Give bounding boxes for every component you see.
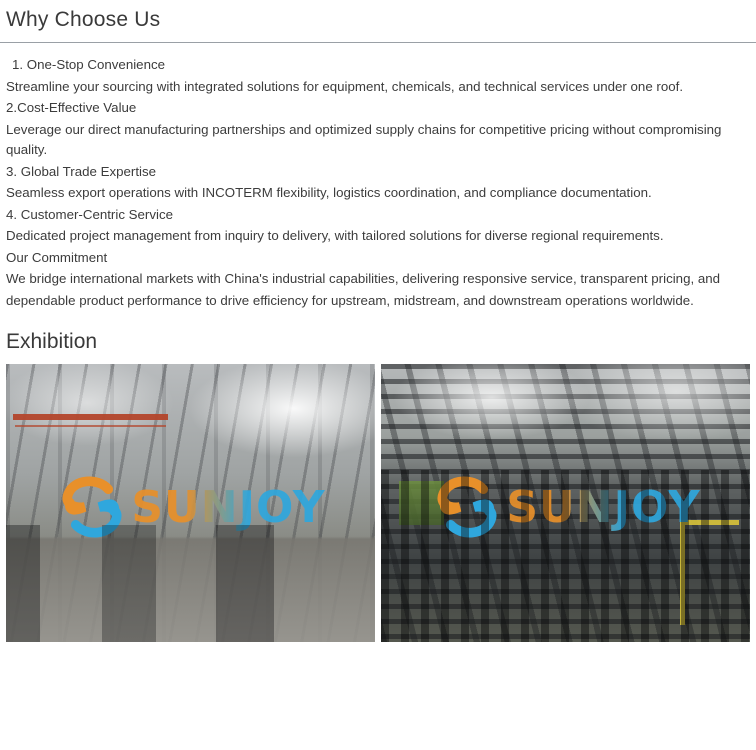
benefit-heading-2: 2.Cost-Effective Value xyxy=(6,100,137,115)
benefit-body-2: Leverage our direct manufacturing partnerships and optimized supply chains for competitive pricing without compromising quality. xyxy=(6,121,722,157)
exhibition-photo-1[interactable] xyxy=(6,364,375,642)
yellow-safety-rail xyxy=(680,520,739,626)
commitment-heading: Our Commitment xyxy=(6,249,108,265)
commitment-body: We bridge international markets with China's industrial capabilities, delivering responsive service, transparent pricing, and xyxy=(6,271,721,286)
benefit-body-1: Streamline your sourcing with integrated solutions for equipment, chemicals, and technical services under one roof. xyxy=(6,78,684,94)
benefit-heading-1: 1. One-Stop Convenience xyxy=(12,57,166,72)
sunjoy-logo-icon xyxy=(430,470,504,544)
green-material-stack xyxy=(399,481,443,525)
watermark-overlay-2 xyxy=(381,364,750,642)
exhibition-gallery xyxy=(0,364,756,642)
page-title: Why Choose Us xyxy=(6,8,161,31)
why-choose-us-section xyxy=(0,0,756,311)
exhibition-section xyxy=(0,312,756,642)
benefit-body-3: Seamless export operations with INCOTERM flexibility, logistics coordination, and compliance documentation. xyxy=(6,185,652,200)
exhibition-title: Exhibition xyxy=(6,330,98,353)
watermark-text-1: SUNJOY xyxy=(131,481,326,533)
overhead-crane-beam xyxy=(13,414,168,420)
commitment-closing: dependable product performance to drive efficiency for upstream, midstream, and downstream operations worldwide. xyxy=(6,292,694,308)
exhibition-photo-2[interactable] xyxy=(381,364,750,642)
watermark-text-2: SUNJOY xyxy=(506,481,701,533)
benefit-heading-3: 3. Global Trade Expertise xyxy=(6,163,157,179)
sunjoy-logo-icon xyxy=(55,470,129,544)
why-choose-us-body xyxy=(0,43,756,311)
watermark-overlay-1 xyxy=(6,364,375,642)
benefit-body-4: Dedicated project management from inquiry to delivery, with tailored solutions for diverse regional requirements. xyxy=(6,228,664,243)
benefit-heading-4: 4. Customer-Centric Service xyxy=(6,206,173,222)
